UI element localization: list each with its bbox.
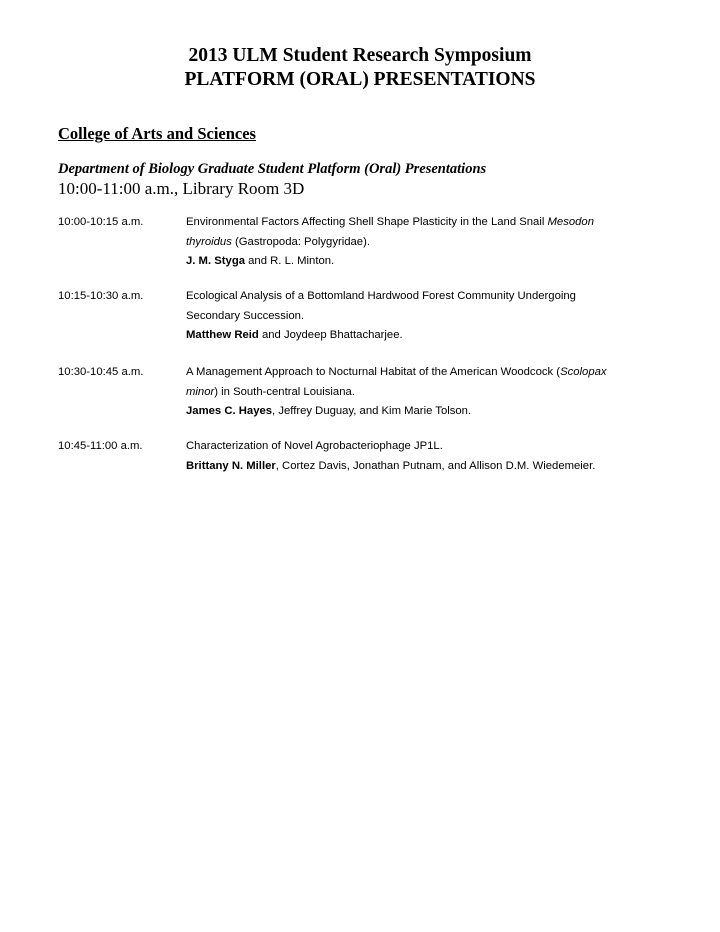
presentation-authors (186, 402, 686, 422)
presentation-time: 10:00-10:15 a.m. (58, 216, 144, 228)
title-text: A Management Approach to Nocturnal Habitat of the American Woodcock ( (186, 366, 561, 378)
coauthors: , Cortez Davis, Jonathan Putnam, and Allison D.M. Wiedemeier. (275, 459, 596, 472)
presentation-title (186, 363, 686, 383)
presentation-title-cont (186, 233, 686, 253)
presentation-title: Ecological Analysis of a Bottomland Hardwood Forest Community Undergoing (186, 290, 576, 302)
presenter-name: Brittany N. Miller (186, 459, 276, 472)
presentation-title-cont (186, 383, 686, 403)
presentation-time: 10:30-10:45 a.m. (58, 366, 144, 378)
presentation-title-cont: Secondary Succession. (186, 309, 305, 322)
presentation-time: 10:45-11:00 a.m. (58, 440, 143, 452)
species-name: minor (186, 385, 215, 398)
presenter-name: Matthew Reid (186, 329, 259, 341)
coauthors: , Jeffrey Duguay, and Kim Marie Tolson. (272, 405, 472, 417)
presentation-title (186, 213, 686, 233)
presentation-authors (186, 457, 686, 477)
document-title (0, 44, 720, 92)
title-line-2: PLATFORM (ORAL) PRESENTATIONS (184, 69, 536, 90)
presenter-name: James C. Hayes (186, 405, 273, 417)
presenter-name: J. M. Styga (186, 255, 246, 267)
species-name: thyroidus (186, 235, 232, 248)
title-text: Environmental Factors Affecting Shell Shape Plasticity in the Land Snail (186, 216, 548, 228)
species-name: Mesodon (547, 216, 594, 228)
title-text: (Gastropoda: Polygyridae). (231, 235, 370, 248)
department-heading: Department of Biology Graduate Student Platform (Oral) Presentations (58, 161, 487, 177)
species-name: Scolopax (560, 366, 607, 378)
presentation-authors (186, 252, 686, 272)
presentation-title: Characterization of Novel Agrobacteriophage JP1L. (186, 440, 443, 452)
college-heading: College of Arts and Sciences (58, 124, 256, 143)
coauthors: and Joydeep Bhattacharjee. (258, 329, 403, 341)
presentation-authors (186, 326, 686, 346)
presentation-time: 10:15-10:30 a.m. (58, 290, 144, 302)
title-line-1: 2013 ULM Student Research Symposium (188, 45, 532, 66)
coauthors: and R. L. Minton. (245, 255, 335, 267)
title-text: ) in South-central Louisiana. (214, 385, 355, 398)
session-time-location: 10:00-11:00 a.m., Library Room 3D (58, 179, 305, 198)
